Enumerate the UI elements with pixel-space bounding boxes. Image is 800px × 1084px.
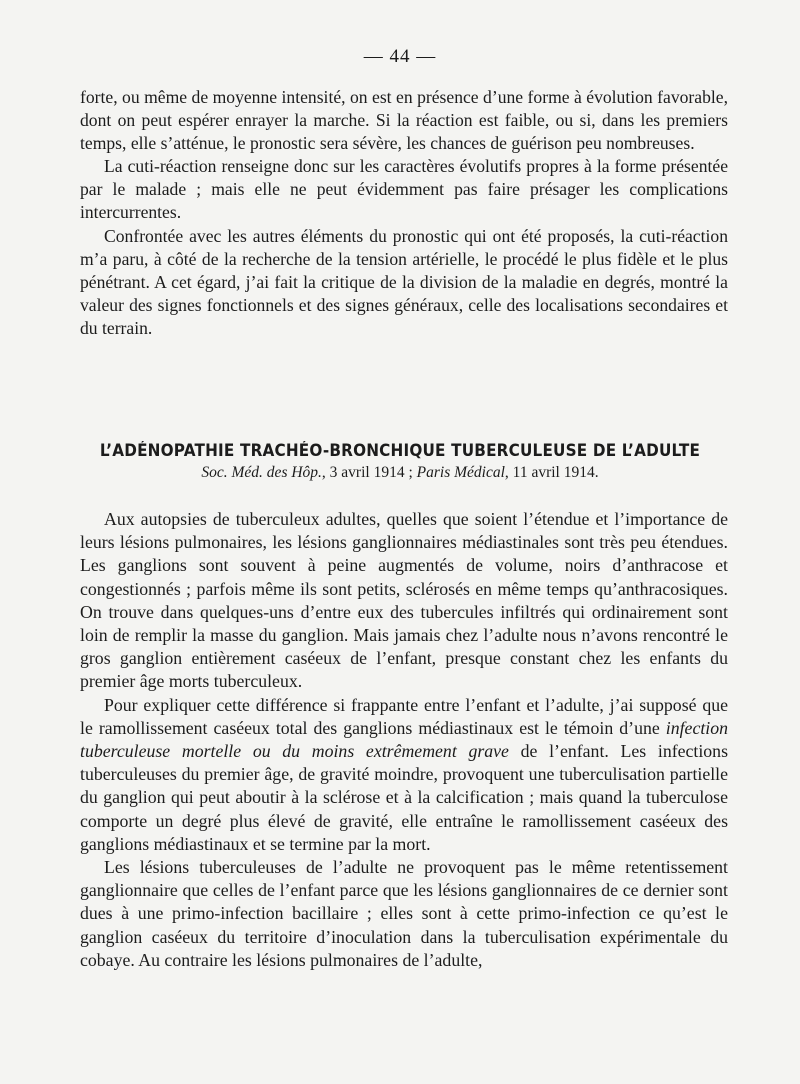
paragraph-explanation [80, 694, 728, 856]
paragraph-prognosis-continued: forte, ou même de moyenne intensité, on est en présence d’une forme à évolution favorable, dont on peut espérer enrayer la marche. Si la réaction est faible, ou si, dans les premiers temps, elle s’atténue, le pronostic sera sévère, les chances de guérison peu nombreuses. [80, 87, 728, 154]
citation-date-1: , 3 avril 1914 ; [321, 464, 417, 481]
citation-source-soc-med: Soc. Méd. des Hôp. [201, 464, 322, 481]
explanation-text-start: Pour expliquer cette différence si frappante entre l’enfant et l’adulte, j’ai supposé que le ramollissement caséeux total des ganglions médiastinaux est le témoin d’une [80, 694, 728, 738]
explanation-text-end: de l’enfant. Les infections tuberculeuses du premier âge, de gravité moindre, provoquent une tuberculisation partielle du ganglion qui peut aboutir à la sclérose et à la calcification ; mais quand la tuberculose comporte un degré plus élevé de gravité, elle entraîne le ramollissement caséeux des ganglions médiastinaux et se termine par la mort. [80, 741, 728, 854]
page-number: — 44 — [363, 46, 437, 67]
paragraph-cuti-reaction: La cuti-réaction renseigne donc sur les caractères évolutifs propres à la forme présentée par le malade ; mais elle ne peut évidemment pas faire présager les complications intercurrentes. [80, 156, 728, 223]
lower-text-block [80, 508, 728, 972]
upper-text-block [80, 86, 728, 340]
section-title: L’ADÉNOPATHIE TRACHÉO-BRONCHIQUE TUBERCULEUSE DE L’ADULTE [99, 441, 701, 460]
section-citation [0, 464, 800, 482]
citation-source-paris-medical: Paris Médical [416, 464, 505, 481]
paragraph-adult-lesions: Les lésions tuberculeuses de l’adulte ne provoquent pas le même retentissement ganglionnaire que celles de l’enfant parce que les lésions ganglionnaires de ce dernier sont dues à une primo-infection bacillaire ; elles sont à cette primo-infection ce qu’est le ganglion caséeux du territoire d’inoculation dans la tuberculisation expérimentale du cobaye. Au contraire les lésions pulmonaires de l’adulte, [80, 857, 728, 970]
paragraph-autopsies: Aux autopsies de tuberculeux adultes, quelles que soient l’étendue et l’importance de leurs lésions pulmonaires, les lésions ganglionnaires médiastinales sont très peu étendues. Les ganglions sont souvent à peine augmentés de volume, noirs d’anthracose et congestionnés ; parfois même ils sont petits, sclérosés en même temps qu’anthracosiques. On trouve dans quelques-uns d’entre eux des tubercules infiltrés qui ordinairement sont loin de remplir la masse du ganglion. Mais jamais chez l’adulte nous n’avons rencontré le gros ganglion entièrement caséeux de l’enfant, presque constant chez les enfants du premier âge morts tuberculeux. [80, 509, 728, 692]
explanation-italic-phrase: infection tuberculeuse mortelle ou du moins extrêmement grave [80, 717, 728, 762]
paragraph-confrontation: Confrontée avec les autres éléments du pronostic qui ont été proposés, la cuti-réaction m’a paru, à côté de la recherche de la tension artérielle, le procédé le plus fidèle et le plus pénétrant. A cet égard, j’ai fait la critique de la division de la maladie en degrés, montré la valeur des signes fonctionnels et des signes généraux, celle des localisations secondaires et du terrain. [80, 225, 728, 338]
citation-date-2: , 11 avril 1914. [504, 464, 599, 481]
